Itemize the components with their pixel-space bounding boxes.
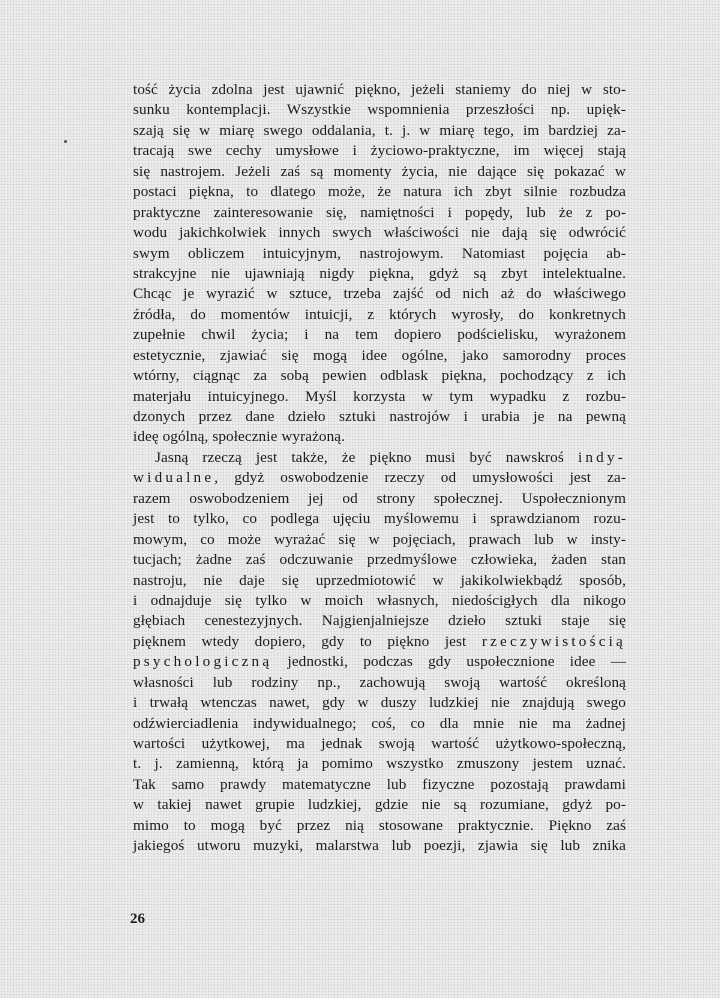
text-line: i trwałą wtenczas nawet, gdy w duszy ludzkiej nie znajdują swego <box>133 694 626 712</box>
text-line: razem oswobodzeniem jej od strony społecznej. Uspołecznionym <box>133 489 626 507</box>
text-line: własności lub rodziny np., zachowują swoją wartość określoną <box>133 673 626 691</box>
spaced-emphasis: psychologiczną <box>133 653 273 671</box>
text-run: pięknem wtedy dopiero, gdy to piękno jest <box>133 632 482 650</box>
text-line: mimo to mogą być przez nią stosowane praktycznie. Piękno zaś <box>133 816 626 834</box>
paragraph-start-line <box>133 448 626 468</box>
text-line: odźwierciadlenia indywidualnego; coś, co dla mnie nie ma żadnej <box>133 714 626 732</box>
text-line <box>133 652 626 672</box>
text-line: materjału intuicyjnego. Myśl korzysta w tym wypadku z rozbu- <box>133 387 626 405</box>
text-line: dzonych przez dane dzieło sztuki nastrojów i urabia je na pewną <box>133 408 626 425</box>
margin-speck <box>64 140 67 143</box>
text-line: sunku kontemplacji. Wszystkie wspomnienia przeszłości np. upięk- <box>133 101 626 119</box>
text-run: jednostki, podczas gdy uspołecznione idee — <box>272 653 626 671</box>
text-line: praktyczne zainteresowanie się, namiętności i popędy, lub że z po- <box>133 203 626 221</box>
text-line: nastroju, nie daje się uprzedmiotowić w jakikolwiekbądź sposób, <box>133 571 626 589</box>
text-line <box>133 632 626 652</box>
paragraph-end-line: ideę ogólną, społecznie wyrażoną. <box>133 428 346 446</box>
text-line: szają się w miarę swego oddalania, t. j. w miarę tego, im bardziej za- <box>133 121 626 139</box>
text-line: zupełnie chwil życia; i na tem dopiero podścielisku, wyrażonem <box>133 326 626 344</box>
text-line: Tak samo prawdy matematyczne lub fizyczne pozostają prawdami <box>133 775 626 793</box>
text-line <box>133 468 626 488</box>
text-line: tość życia zdolna jest ujawnić piękno, jeżeli staniemy do niej w sto- <box>133 81 626 98</box>
spaced-emphasis: indy- <box>577 448 626 466</box>
text-line: się nastrojem. Jeżeli zaś są momenty życia, nie dające się pokazać w <box>133 162 626 180</box>
text-line: Chcąc je wyrazić w sztuce, trzeba zajść od nich aż do właściwego <box>133 285 626 303</box>
text-line: jakiegoś utworu muzyki, malarstwa lub poezji, zjawia się lub znika <box>133 837 626 855</box>
text-line: źródła, do momentów intuicji, z których wyrosły, do konkretnych <box>133 305 626 323</box>
text-line: tucjach; żadne zaś odczuwanie przedmyślowe człowieka, żaden stan <box>133 551 626 569</box>
spaced-emphasis: rzeczywistością <box>481 632 626 650</box>
page-number: 26 <box>130 911 145 927</box>
text-line: wartości użytkowej, ma jednak swoją wartość użytkowo-społeczną, <box>133 735 626 752</box>
text-line: swym obliczem intuicyjnym, nastrojowym. Natomiast pojęcia ab- <box>133 244 626 262</box>
text-line: postaci piękna, to dlatego może, że natura ich zbyt silnie rozbudza <box>133 183 626 201</box>
text-line: jest to tylko, co podlega ujęciu myślowemu i sprawdzianom rozu- <box>133 510 626 528</box>
text-line: strakcyjne nie ujawniają nigdy piękna, gdyż są zbyt intelektualne. <box>133 264 626 282</box>
text-run: , gdyż oswobodzenie rzeczy od umysłowości jest za- <box>214 469 626 487</box>
text-line: i odnajduje się tylko w moich własnych, niedościgłych dla nikogo <box>133 591 626 609</box>
text-run: Jasną rzeczą jest także, że piękno musi być nawskroś <box>155 448 578 466</box>
text-line: wtórny, ciągnąc za sobą pewien odblask piękna, pochodzący z ich <box>133 367 626 385</box>
text-line: głębiach cenestezyjnych. Najgienjalniejsze dzieło sztuki staje się <box>133 612 626 630</box>
spaced-emphasis: widualne <box>133 469 215 487</box>
body-text <box>133 80 626 857</box>
text-line: wodu jakichkolwiek innych swych właściwości nie dają się odwrócić <box>133 224 626 242</box>
text-line: w takiej nawet grupie ludzkiej, gdzie nie są rozumiane, gdyż po- <box>133 796 626 814</box>
text-line: t. j. zamienną, którą ja pomimo wszystko zmuszony jestem uznać. <box>133 755 626 773</box>
text-line: mowym, co może wyrażać się w pojęciach, prawach lub w insty- <box>133 530 626 548</box>
text-line: tracają swe cechy umysłowe i życiowo-praktyczne, im więcej stają <box>133 142 626 160</box>
text-line: estetycznie, zjawiać się mogą idee ogólne, jako samorodny proces <box>133 346 626 364</box>
